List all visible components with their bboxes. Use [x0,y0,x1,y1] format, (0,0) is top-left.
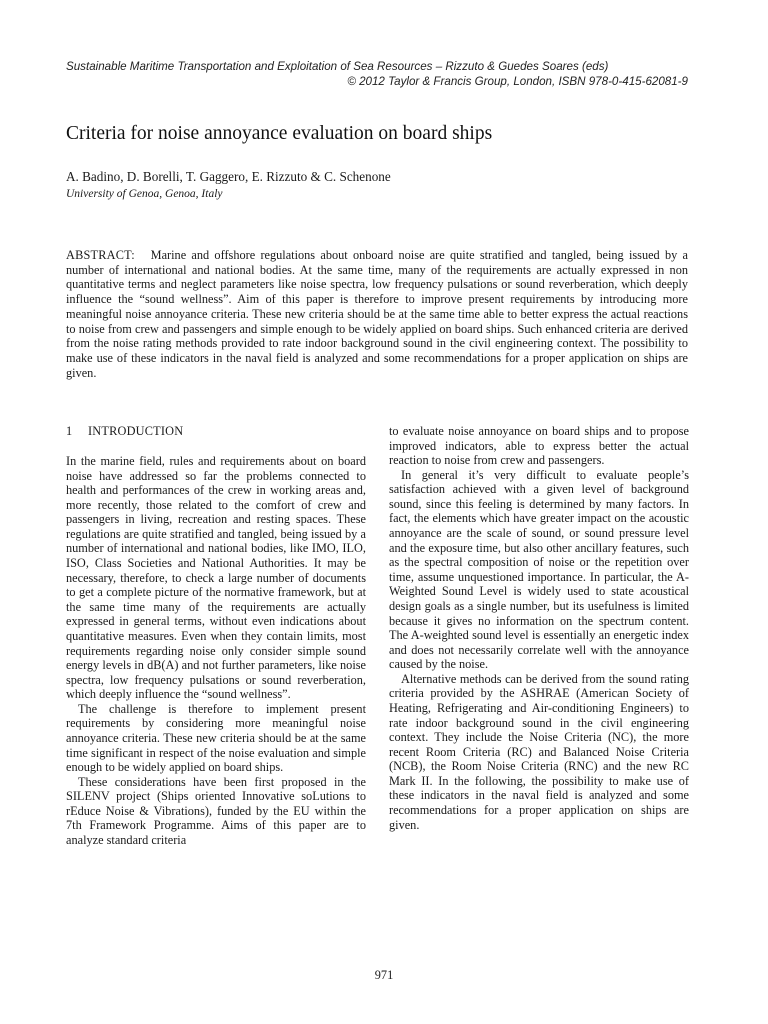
section-heading [66,424,366,439]
abstract [66,248,688,380]
paragraph: to evaluate noise annoyance on board ships and to propose improved indicators, able to express better the actual reaction to noise from crew and passengers. [389,424,689,468]
running-header [66,59,688,89]
section-number: 1 [66,424,73,438]
abstract-text: Marine and offshore regulations about onboard noise are quite stratified and tangled, being issued by a number of international and national bodies. At the same time, many of the requirements are actually expressed in non quantitative terms and neglect parameters like noise spectra, low frequency pulsations or sound reverberation, which deeply influence the “sound wellness”. Aim of this paper is therefore to improve present requirements by introducing more meaningful noise annoyance criteria. These new criteria should be at the same time able to better express the actual reactions to noise from crew and passengers and simple enough to be widely applied on board ships. Such enhanced criteria are derived from the noise rating methods provided to rate indoor background sound in the civil engineering context. The possibility to make use of these indicators in the naval field is analyzed and some recommendations for a proper application on ships are given. [66,248,688,380]
paragraph: In general it’s very difficult to evaluate people’s satisfaction achieved with a given level of background sound, since this feeling is determined by many factors. In fact, the elements which have greater impact on the acoustic annoyance are the scale of sound, or sound pressure level and the exposure time, but also other ancillary features, such as the spectral composition of noise or the repetition over time, assume unquestioned importance. In particular, the A-Weighted Sound Level is widely used to state acoustical design goals as a single number, but its usefulness is limited because it gives no information on the spectrum content. The A-weighted sound level is essentially an energetic index and does not necessarily correlate well with the annoyance caused by the noise. [389,467,689,672]
left-column [66,424,366,848]
right-column [389,424,689,832]
paragraph: In the marine field, rules and requirements about on board noise have addressed so far the problems connected to health and performances of the crew in working areas and, more recently, those related to the comfort of crew and passengers in living, recreation and resting spaces. These regulations are quite stratified and tangled, being issued by a number of international and national bodies, like IMO, ILO, ISO, Class Societies and National Authorities. It may be necessary, therefore, to check a large number of documents to get a complete picture of the normative framework, but at the same time many of the requirements are actually expressed in general terms, without even indications about quantitative measures. Even when they contain limits, most requirements regarding noise only consider simple sound energy levels in dB(A) and not further parameters, like noise spectra, low frequency pulsations or sound reverberation, which deeply influence the “sound wellness”. [66,454,366,702]
paragraph: The challenge is therefore to implement present requirements by considering more meaningful noise annoyance criteria. These new criteria should be at the same time significant in respect of the noise evaluation and simple enough to be widely applied on board ships. [66,701,366,775]
paragraph: Alternative methods can be derived from the sound rating criteria provided by the ASHRAE (American Society of Heating, Refrigerating and Air-conditioning Engineers) to rate indoor background sound in the civil engineering context. They include the Noise Criteria (NC), the more recent Room Criteria (RC) and Balanced Noise Criteria (NCB), the Room Noise Criteria (RNC) and the new RC Mark II. In the following, the possibility to make use of these indicators in the naval field is analyzed and some recommendations for a proper application on ships are given. [389,671,689,832]
page-number: 971 [374,968,394,982]
paper-authors: A. Badino, D. Borelli, T. Gaggero, E. Rizzuto & C. Schenone [66,169,391,184]
section-title: INTRODUCTION [88,424,184,438]
paragraph: These considerations have been first proposed in the SILENV project (Ships oriented Innovative soLutions to rEduce Noise & Vibrations), funded by the EU within the 7th Framework Programme. Aims of this paper are to analyze standard criteria [66,774,366,848]
abstract-label: ABSTRACT: [66,248,135,262]
author-affiliation: University of Genoa, Genoa, Italy [66,188,223,200]
paper-title: Criteria for noise annoyance evaluation on board ships [66,123,493,144]
header-copyright: © 2012 Taylor & Francis Group, London, ISBN 978-0-415-62081-9 [347,75,688,88]
header-proceedings-title: Sustainable Maritime Transportation and Exploitation of Sea Resources – Rizzuto & Guedes Soares (eds) [66,60,609,73]
